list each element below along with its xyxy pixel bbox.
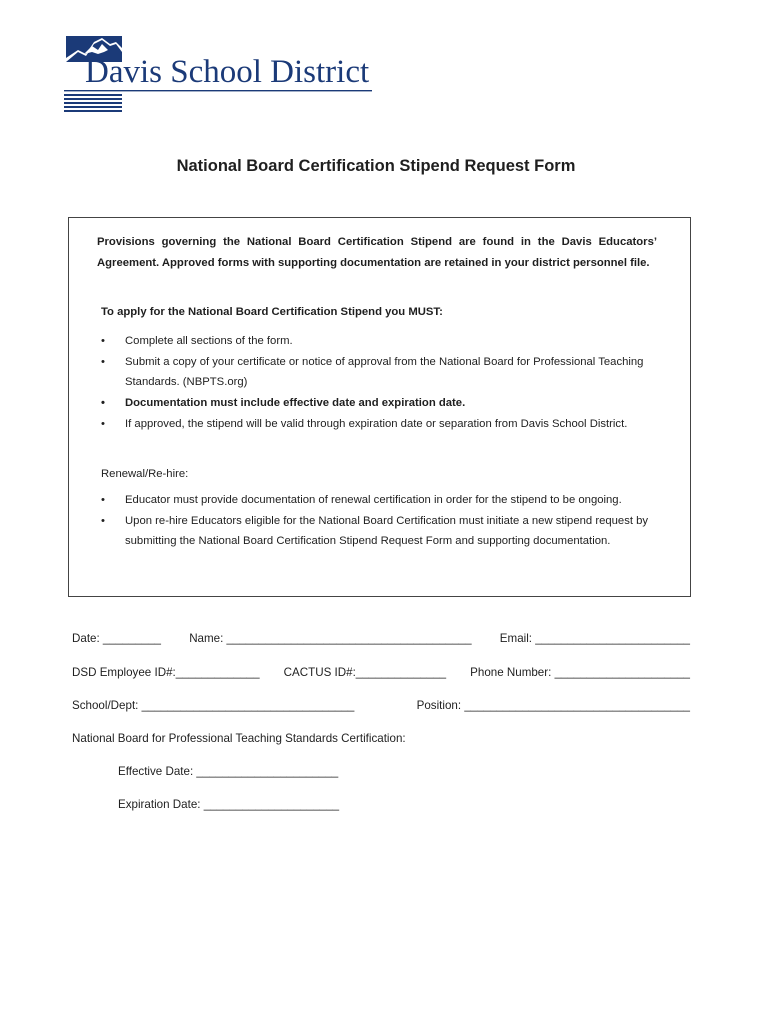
renewal-heading: Renewal/Re-hire: bbox=[101, 468, 189, 480]
instructions-box bbox=[68, 217, 691, 597]
list-item: • Upon re-hire Educators eligible for the National Board Certification must initiate a new stipend request by submitting the National Board Certification Stipend Request Form and supporting documentation. bbox=[101, 512, 661, 551]
list-item: • Documentation must include effective date and expiration date. bbox=[101, 394, 661, 414]
row-contact bbox=[72, 632, 690, 645]
cactus-id-field[interactable]: CACTUS ID#:______________ bbox=[283, 666, 447, 679]
list-item: • If approved, the stipend will be valid through expiration date or separation from Davis School District. bbox=[101, 415, 661, 435]
certification-label: National Board for Professional Teaching Standards Certification: bbox=[72, 732, 406, 745]
logo-text: Davis School District bbox=[85, 54, 370, 90]
bullet-icon: • bbox=[101, 335, 105, 347]
date-field[interactable]: Date: _________ bbox=[72, 632, 161, 645]
bullet-icon: • bbox=[101, 396, 105, 409]
form-title: National Board Certification Stipend Request Form bbox=[176, 157, 576, 175]
bullet-icon: • bbox=[101, 494, 105, 506]
bullet-icon: • bbox=[101, 356, 105, 368]
district-logo bbox=[64, 32, 376, 116]
name-field[interactable]: Name: ______________________________________ bbox=[189, 632, 472, 645]
apply-requirements-list bbox=[101, 332, 661, 436]
row-school bbox=[72, 699, 690, 712]
list-item: • Complete all sections of the form. bbox=[101, 332, 661, 352]
apply-heading: To apply for the National Board Certification Stipend you MUST: bbox=[101, 306, 443, 318]
school-dept-field[interactable]: School/Dept: _________________________________ bbox=[72, 699, 355, 712]
employee-id-field[interactable]: DSD Employee ID#:_____________ bbox=[72, 666, 260, 679]
list-item: • Educator must provide documentation of renewal certification in order for the stipend to be ongoing. bbox=[101, 491, 661, 511]
bullet-icon: • bbox=[101, 515, 105, 527]
renewal-list bbox=[101, 491, 661, 553]
expiration-date-field[interactable]: Expiration Date: _____________________ bbox=[118, 798, 340, 811]
email-field[interactable]: Email: ________________________ bbox=[499, 632, 690, 645]
row-certification bbox=[72, 732, 690, 745]
row-ids bbox=[72, 666, 690, 679]
position-field[interactable]: Position: ___________________________________ bbox=[416, 699, 690, 712]
effective-date-field[interactable]: Effective Date: ______________________ bbox=[118, 765, 339, 778]
list-item: • Submit a copy of your certificate or notice of approval from the National Board for Professional Teaching Standards. (NBPTS.org) bbox=[101, 353, 661, 392]
phone-field[interactable]: Phone Number: _____________________ bbox=[470, 666, 690, 679]
provisions-paragraph: Provisions governing the National Board Certification Stipend are found in the Davis Educators’ Agreement. Approved forms with supporting documentation are retained in your district personnel file. bbox=[97, 236, 657, 269]
bullet-icon: • bbox=[101, 417, 105, 430]
